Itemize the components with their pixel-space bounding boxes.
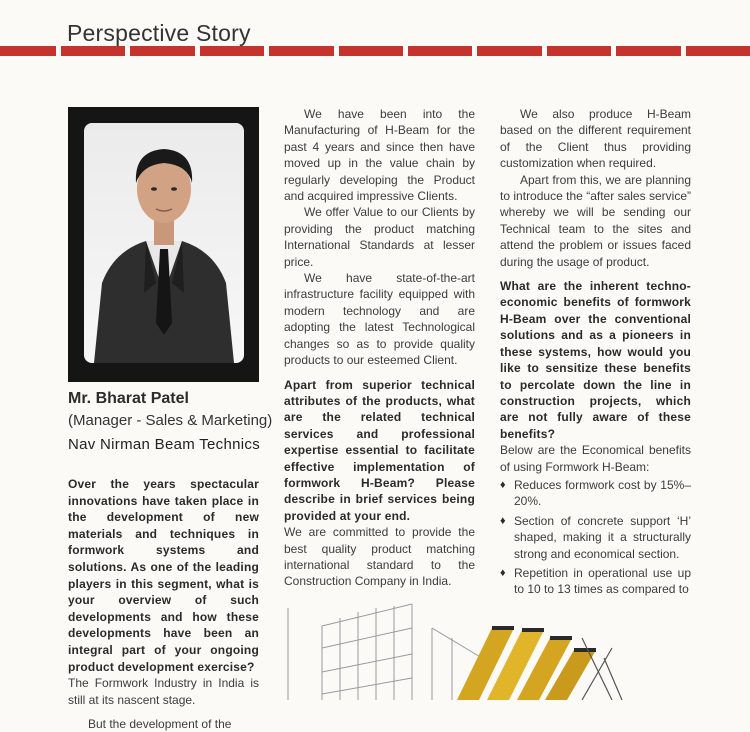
portrait-icon [84,123,244,363]
rule-segment [616,46,680,56]
diamond-bullet-icon: ♦ [500,566,506,579]
article-column-3 [500,106,691,601]
answer-paragraph: The Formwork Industry in India is still at its nascent stage. [68,676,259,707]
rule-segment [408,46,472,56]
answer-paragraph: We have been into the Manufacturing of H-Beam for the past 4 years and since then have moved up in the value chain by regularly developing the Product and acquired impressive Clients. [284,107,475,204]
rule-segment [130,46,194,56]
benefits-list [500,477,691,598]
person-role: (Manager - Sales & Marketing) [68,412,273,429]
interview-question: Over the years spectacular innovations have taken place in the development of new materials and techniques in formwork systems and solutions. As one of the leading players in this segment, what is your overview of such developments and how these developments have been an integral part of your ongoing product development exercise? [68,477,259,674]
diamond-bullet-icon: ♦ [500,514,506,527]
profile-photo-frame [68,107,259,382]
answer-paragraph: We offer Value to our Clients by providing the product matching International Standards at lesser price. [284,205,475,269]
section-title: Perspective Story [67,20,251,46]
answer-paragraph: Below are the Economical benefits of using Formwork H-Beam: [500,443,691,474]
rule-segment [0,46,56,56]
answer-paragraph: We also produce H-Beam based on the different requirement of the Client thus providing customization when required. [500,107,691,171]
answer-paragraph: But the development of the [88,716,232,731]
rule-segment [686,46,750,56]
person-portrait-photo [84,123,244,363]
person-name: Mr. Bharat Patel [68,390,189,407]
list-item: ♦ Section of concrete support ‘H’ shaped, making it a structurally strong and economical section. [500,513,691,561]
list-item: ♦ Repetition in operational use up to 10 to 13 times as compared to [500,565,691,597]
interview-question: Apart from superior technical attributes of the products, what are the related technical services and professional expertise essential to facilitate effective implementation of formwork H-Beam? Please describe in brief services being provided at your end. [284,377,475,523]
rule-segment [61,46,125,56]
formwork-scaffold-h-beam-illustration [282,598,750,700]
header-rule [0,46,750,56]
rule-segment [200,46,264,56]
rule-segment [269,46,333,56]
article-column-1 [68,476,259,732]
list-item: ♦ Reduces formwork cost by 15%–20%. [500,477,691,509]
rule-segment [477,46,541,56]
rule-segment [547,46,611,56]
rule-segment [339,46,403,56]
answer-paragraph: Apart from this, we are planning to introduce the “after sales service” whereby we will be sending our Technical team to the sites and attend the problem or issues faced during the usage of product. [500,172,691,269]
answer-paragraph: We have state-of-the-art infrastructure facility equipped with modern technology and are adopting the latest Technological changes so as to provide quality products to our esteemed Client. [284,271,475,368]
diamond-bullet-icon: ♦ [500,478,506,491]
answer-paragraph: We are committed to provide the best quality product matching international standard to the Construction Company in India. [284,525,475,589]
article-column-2 [284,106,475,590]
person-company: Nav Nirman Beam Technics [68,436,260,453]
interview-question: What are the inherent techno-economic benefits of formwork H-Beam over the conventional solutions and as a pioneers in these systems, how would you like to sensitize these benefits to percolate down the line in construction projects, which are not fully aware of these benefits? [500,279,691,441]
